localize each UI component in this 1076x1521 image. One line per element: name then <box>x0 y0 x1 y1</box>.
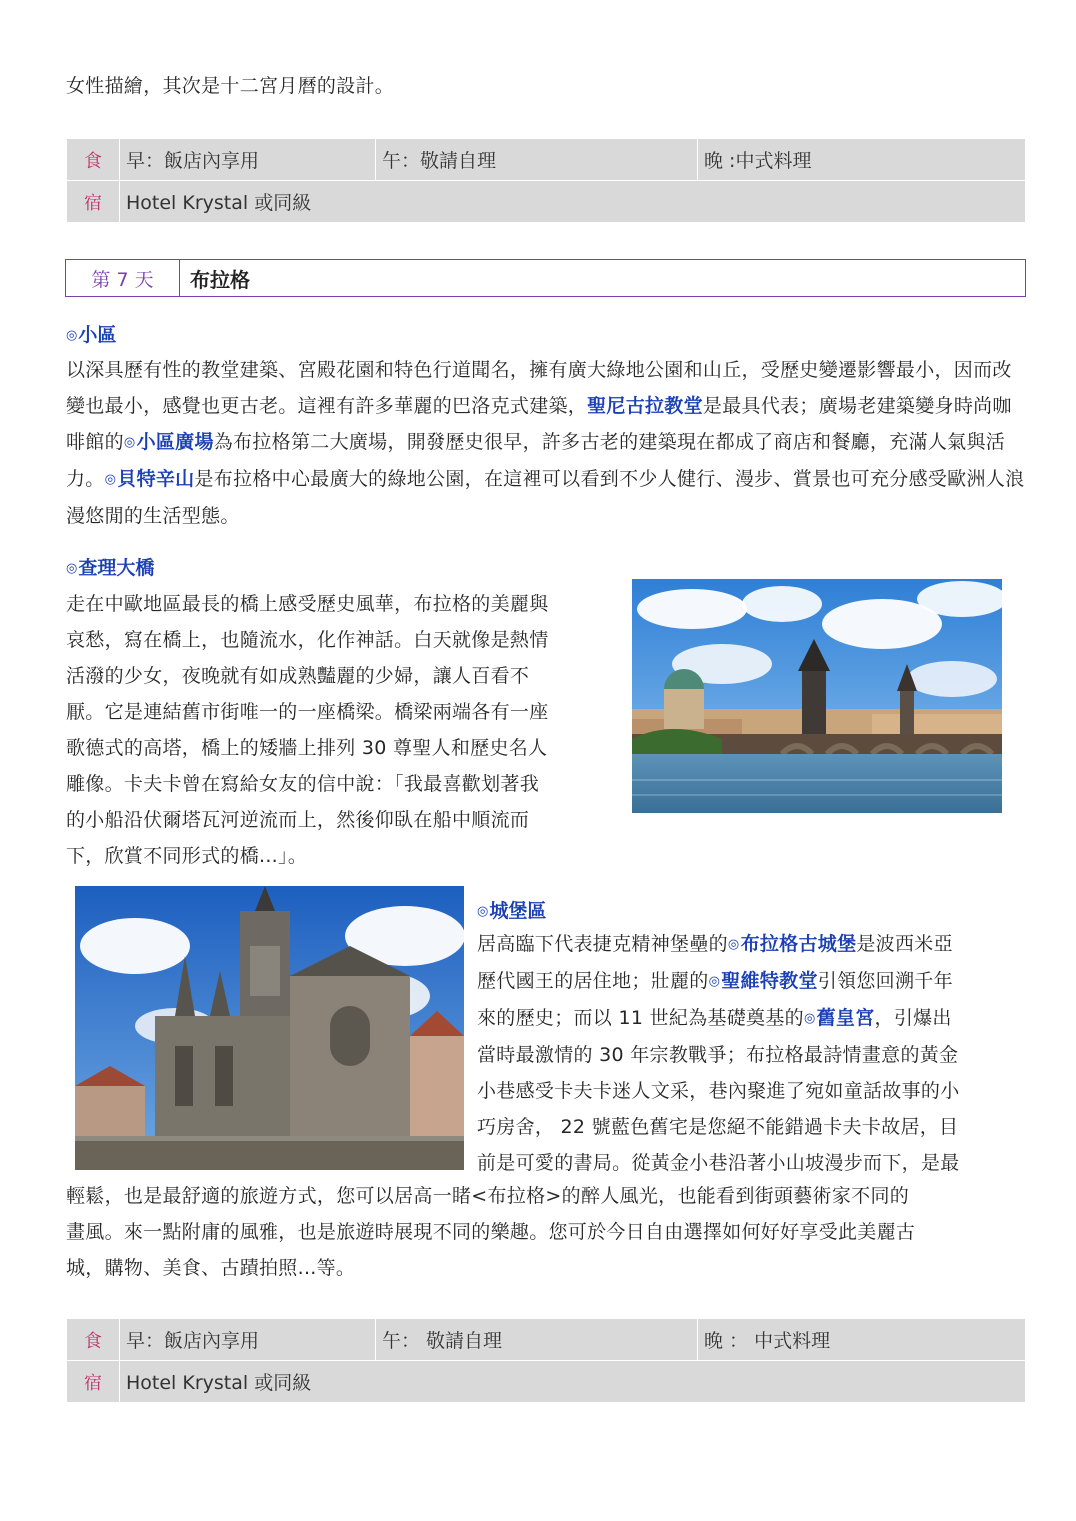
text-line: 來的歷史；而以 11 世紀為基礎奠基的◎舊皇宮，引爆出 <box>477 1007 952 1029</box>
paragraph-text: 是最具代表；廣場老建築變身時尚咖啡館的 <box>66 395 1012 453</box>
highlight-prague-castle: ◎布拉格古城堡 <box>727 933 857 955</box>
bullet-icon: ◎ <box>708 974 721 989</box>
charles-bridge-photo <box>632 579 1002 813</box>
intro-text: 女性描繪，其次是十二宮月曆的設計。 <box>66 75 395 97</box>
hotel-cell: Hotel Krystal 或同級 <box>120 1361 1026 1403</box>
section-title-text: 小區 <box>78 324 117 346</box>
food-label: 食 <box>67 1319 120 1361</box>
bullet-icon: ◎ <box>123 435 136 450</box>
breakfast-cell: 早：飯店內享用 <box>120 139 376 181</box>
text-line: 畫風。來一點附庸的風雅，也是旅遊時展現不同的樂趣。您可於今日自由選擇如何好好享受此美麗古 <box>66 1221 916 1243</box>
text-line: 當時最激情的 30 年宗教戰爭；布拉格最詩情畫意的黃金 <box>477 1044 959 1066</box>
section-title-text: 查理大橋 <box>78 557 155 579</box>
paragraph-text: 是布拉格中心最廣大的綠地公園，在這裡可以看到不少人健行、漫步、賞景也可充分感受歐洲人浪漫悠閒的生活型態。 <box>66 468 1025 527</box>
highlight-st-nicholas: 聖尼古拉教堂 <box>587 395 703 417</box>
lunch-cell: 午：敬請自理 <box>376 139 698 181</box>
text-line: 雕像。卡夫卡曾在寫給女友的信中說：「我最喜歡划著我 <box>66 773 540 795</box>
bullet-icon: ◎ <box>66 328 78 343</box>
section2-paragraph <box>66 586 616 874</box>
text-line: 城，購物、美食、古蹟拍照...等。 <box>66 1257 356 1279</box>
meal-row <box>67 1319 1026 1361</box>
bullet-icon: ◎ <box>727 937 740 952</box>
dinner-cell: 晚 :中式料理 <box>698 139 1026 181</box>
text-line: 下，欣賞不同形式的橋...」。 <box>66 845 308 867</box>
breakfast-cell: 早：飯店內享用 <box>120 1319 376 1361</box>
section-title-text: 城堡區 <box>489 900 547 922</box>
stay-row <box>67 181 1026 223</box>
text-line: 歷代國王的居住地；壯麗的◎聖維特教堂引領您回溯千年 <box>477 970 953 992</box>
paragraph-text: 以深具歷有性的教堂建築、宮殿花園和特色行道聞名，擁有廣大綠地公園和山丘，受歷史變遷影響最小，因而改變也最小，感覺也更古老。這裡有許多華麗的巴洛克式建築， <box>66 359 1012 417</box>
text-line: 厭。它是連結舊市街唯一的一座橋梁。橋梁兩端各有一座 <box>66 701 549 723</box>
text-line: 的小船沿伏爾塔瓦河逆流而上，然後仰臥在船中順流而 <box>66 809 530 831</box>
text-line: 活潑的少女，夜晚就有如成熟豔麗的少婦，讓人百看不 <box>66 665 530 687</box>
text-line: 巧房舍， 22 號藍色舊宅是您絕不能錯過卡夫卡故居，目 <box>477 1116 959 1138</box>
text-line: 居高臨下代表捷克精神堡壘的◎布拉格古城堡是波西米亞 <box>477 933 953 955</box>
bullet-icon: ◎ <box>477 904 489 919</box>
section1-paragraph <box>66 352 1026 534</box>
food-label: 食 <box>67 139 120 181</box>
section-title-charles-bridge <box>66 553 154 580</box>
day-header <box>65 259 1026 297</box>
dinner-cell: 晚 ： 中式料理 <box>698 1319 1026 1361</box>
section3-paragraph-continued <box>66 1178 1026 1286</box>
text-line: 輕鬆，也是最舒適的旅遊方式，您可以居高一睹<布拉格>的醉人風光，也能看到街頭藝術家不同的 <box>66 1185 910 1207</box>
paragraph-text: 為布拉格第二大廣場，開發歷史很早，許多古老的建築現在都成了商店和餐廳，充滿人氣與活力。 <box>66 431 1006 490</box>
text-line: 走在中歐地區最長的橋上感受歷史風華，布拉格的美麗與 <box>66 593 549 615</box>
text-line: 小巷感受卡夫卡迷人文采，巷內聚進了宛如童話故事的小 <box>477 1080 960 1102</box>
hotel-cell: Hotel Krystal 或同級 <box>120 181 1026 223</box>
day-number: 第 7 天 <box>66 260 180 296</box>
section-title-lesser-town <box>66 320 116 347</box>
highlight-st-vitus: ◎聖維特教堂 <box>708 970 818 992</box>
meal-table-bottom <box>66 1318 1026 1403</box>
meal-table-top <box>66 138 1026 223</box>
bullet-icon: ◎ <box>66 561 78 576</box>
text-line: 歌德式的高塔，橋上的矮牆上排列 30 尊聖人和歷史名人 <box>66 737 548 759</box>
highlight-lesser-town-square: ◎小區廣場 <box>123 431 214 453</box>
bullet-icon: ◎ <box>803 1011 816 1026</box>
section3-paragraph <box>477 926 1027 1181</box>
st-vitus-cathedral-photo <box>75 886 464 1170</box>
meal-row <box>67 139 1026 181</box>
text-line: 前是可愛的書局。從黃金小巷沿著小山坡漫步而下，是最 <box>477 1152 960 1174</box>
highlight-petrin-hill: ◎貝特辛山 <box>104 468 195 490</box>
bullet-icon: ◎ <box>104 472 117 487</box>
stay-label: 宿 <box>67 1361 120 1403</box>
highlight-old-royal-palace: ◎舊皇宮 <box>803 1007 875 1029</box>
section-title-castle-district <box>477 896 546 923</box>
stay-label: 宿 <box>67 181 120 223</box>
day-city: 布拉格 <box>190 267 250 292</box>
stay-row <box>67 1361 1026 1403</box>
text-line: 哀愁，寫在橋上，也隨流水，化作神話。白天就像是熱情 <box>66 629 549 651</box>
lunch-cell: 午： 敬請自理 <box>376 1319 698 1361</box>
